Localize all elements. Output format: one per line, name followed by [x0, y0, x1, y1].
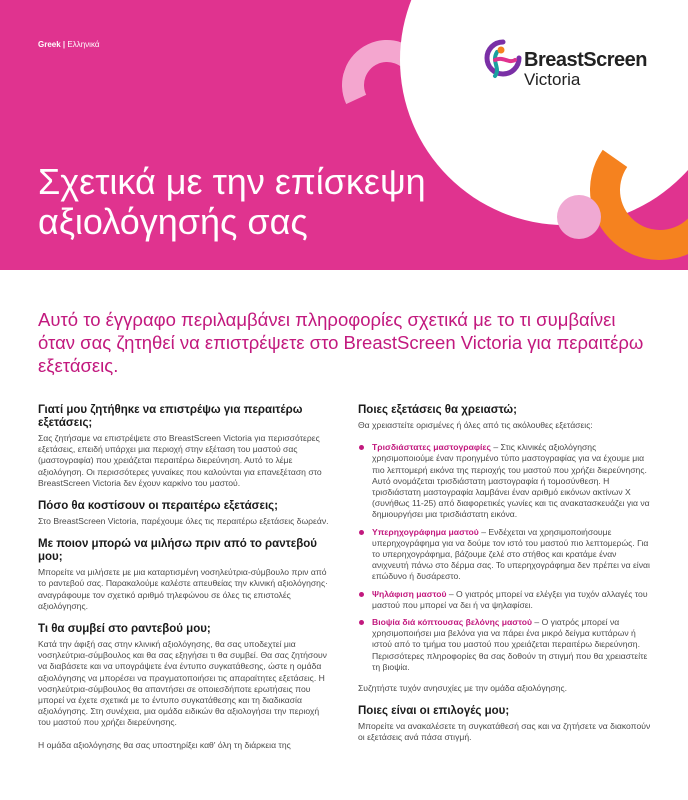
breastscreen-logo-icon	[483, 38, 523, 80]
list-item: Υπερηχογράφημα μαστού – Ενδέχεται να χρησιμοποιήσουμε υπερηχογράφημα για να δούμε τον ιστό του μαστού πιο λεπτομερώς. Για το υπερηχογράφημα, βάζουμε ζελέ στο στήθος και κρατάμε έναν ανιχνευτή πάνω στο δέρμα σας. Το υπερηχογράφημα δεν πρέπει να είναι επώδυνο ή δυσάρεστο.	[358, 527, 654, 583]
section-text: Συζητήστε τυχόν ανησυχίες με την ομάδα αξιολόγησης.	[358, 683, 568, 694]
section-text: Η ομάδα αξιολόγησης θα σας υποστηρίξει καθ' όλη τη διάρκεια της	[38, 739, 291, 750]
decorative-dot	[557, 195, 601, 239]
section-text: Θα χρειαστείτε ορισμένες ή όλες από τις ακόλουθες εξετάσεις:	[358, 420, 593, 430]
list-item: Ψηλάφιση μαστού – Ο γιατρός μπορεί να ελέγξει για τυχόν αλλαγές του μαστού που μπορεί να δει ή να ψηλαφίσει.	[358, 589, 654, 611]
section-text: Σας ζητήσαμε να επιστρέψετε στο BreastScreen Victoria για περισσότερες εξετάσεις, επειδή υπάρχει μια περιοχή στην εξέταση του μαστού σας (μαστογραφία) που χρειάζεται περαιτέρω διερεύνηση. Αυτό το λέμε αξιολόγηση. Οι περισσότερες γυναίκες που καλούνται για επανεξέταση στο BreastScreen Victoria δεν έχουν καρκίνο του μαστού.	[38, 433, 322, 488]
right-column	[358, 404, 654, 755]
logo-wordmark: BreastScreen Victoria	[524, 49, 647, 89]
section-text: Κατά την άφιξή σας στην κλινική αξιολόγησης, θα σας υποδεχτεί μια νοσηλεύτρια-σύμβουλος και θα σας εξηγήσει τι θα συμβεί. Θα σας ζητήσουν να διαβάσετε και να υπογράψετε ένα έντυπο συγκατάθεσης, ώστε η ομάδα αξιολόγησης να μπορέσει να πραγματοποιήσει τις απαραίτητες εξετάσεις. Η νοσηλεύτρια-σύμβουλος θα απαντήσει σε οποιεσδήποτε ερωτήσεις που μπορεί να έχετε σχετικά με το έντυπο συγκατάθεσης και τη διαδικασία αξιολόγησης. Στη συνέχεια, μια ομάδα ειδικών θα αξιολογήσει την περιοχή του μαστού που χρήζει διερεύνησης.	[38, 639, 327, 728]
section-text: Μπορείτε να ανακαλέσετε τη συγκατάθεσή σας και να ζητήσετε να διακοπούν οι εξετάσεις ανά πάσα στιγμή.	[358, 721, 651, 743]
section-heading: Γιατί μου ζητήθηκε να επιστρέψω για περαιτέρω εξετάσεις;	[38, 404, 303, 429]
list-item: Βιοψία διά κόπτουσας βελόνης μαστού – Ο γιατρός μπορεί να χρησιμοποιήσει μια βελόνα για να πάρει ένα μικρό δείγμα κυττάρων ή ιστού από το τμήμα του μαστού που χρειάζεται περαιτέρω διερεύνηση. Περισσότερες πληροφορίες θα σας δοθούν τη στιγμή που θα χρειαστείτε τη βιοψία.	[358, 617, 654, 673]
section-text: Στο BreastScreen Victoria, παρέχουμε όλες τις περαιτέρω εξετάσεις δωρεάν.	[38, 516, 329, 527]
tests-list	[358, 442, 654, 673]
left-column	[38, 404, 334, 762]
section-heading: Με ποιον μπορώ να μιλήσω πριν από το ραντεβού μου;	[38, 538, 317, 564]
list-item: Τρισδιάστατες μαστογραφίες – Στις κλινικές αξιολόγησης χρησιμοποιούμε έναν προηγμένο τύπο μαστογραφίας για να έχουμε μια πιο λεπτομερή εικόνα της περιοχής του μαστού που χρήζει διερεύνησης. Αυτό ονομάζεται τρισδιάστατη μαστογραφία ή τομοσύνθεση. Η τρισδιάστατη μαστογραφία λαμβάνει έναν αριθμό εικόνων ακτίνων Χ (συνήθως 11-25) από διαφορετικές γωνίες και τις ανακατασκευάζει για να δημιουργήσει μια τρισδιάστατη εικόνα.	[358, 442, 654, 520]
page-title: Σχετικά με την επίσκεψη αξιολόγησής σας	[38, 161, 426, 242]
section-heading: Πόσο θα κοστίσουν οι περαιτέρω εξετάσεις;	[38, 500, 278, 513]
section-text: Μπορείτε να μιλήσετε με μια καταρτισμένη νοσηλεύτρια-σύμβουλο πριν από το ραντεβού σας. Παρακαλούμε καλέστε απευθείας την κλινική αξιολόγησης· αναγράφουμε τον σχετικό αριθμό τηλεφώνου σε όλες τις επιστολές αξιολόγησης.	[38, 567, 328, 611]
header-banner	[0, 0, 688, 270]
section-heading: Τι θα συμβεί στο ραντεβού μου;	[38, 623, 211, 636]
section-heading: Ποιες είναι οι επιλογές μου;	[358, 705, 510, 718]
section-heading: Ποιες εξετάσεις θα χρειαστώ;	[358, 404, 517, 416]
language-label: Greek | Ελληνικά	[38, 40, 100, 49]
intro-paragraph: Αυτό το έγγραφο περιλαμβάνει πληροφορίες σχετικά με το τι συμβαίνει όταν σας ζητηθεί να επιστρέψετε στο BreastScreen Victoria για περαιτέρω εξετάσεις.	[38, 309, 644, 376]
